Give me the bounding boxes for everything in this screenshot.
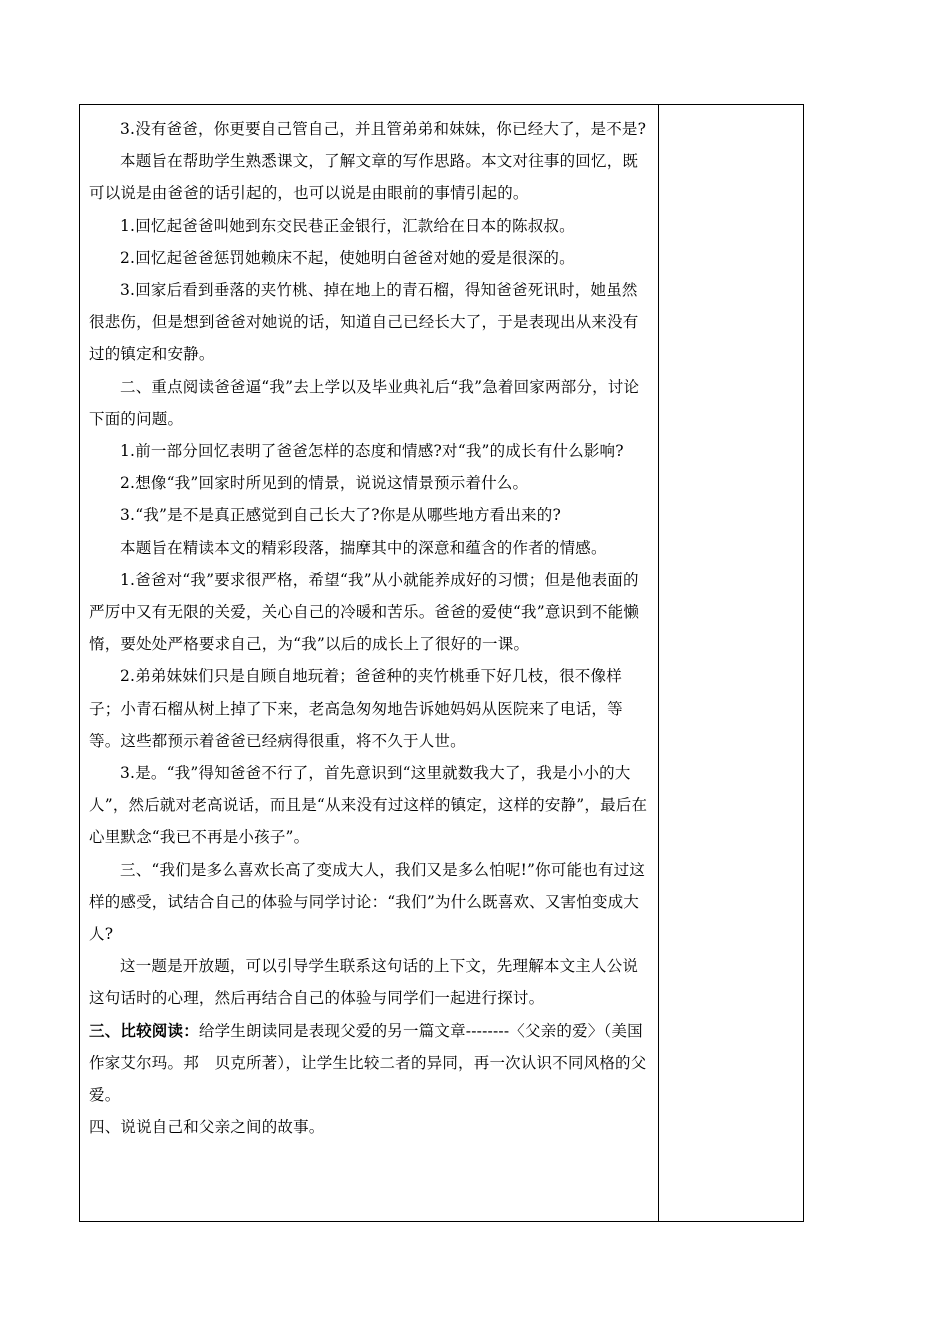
paragraph: 这一题是开放题，可以引导学生联系这句话的上下文，先理解本文主人公说这句话时的心理，然后再结合自己的体验与同学们一起进行探讨。 — [89, 957, 639, 1008]
paragraph-comparative-reading — [89, 1015, 650, 1112]
paragraph: 3.是。“我”得知爸爸不行了，首先意识到“这里就数我大了，我是小小的大人”，然后就对老高说话，而且是“从来没有过这样的镇定，这样的安静”，最后在心里默念“我已不再是小孩子”。 — [89, 764, 648, 847]
paragraph: 2.想像“我”回家时所见到的情景，说说这情景预示着什么。 — [120, 474, 529, 493]
paragraph: 2.回忆起爸爸惩罚她赖床不起，使她明白爸爸对她的爱是很深的。 — [120, 248, 575, 267]
notes-cell — [659, 105, 803, 1221]
paragraph: 1.前一部分回忆表明了爸爸怎样的态度和情感?对“我”的成长有什么影响? — [120, 442, 624, 461]
paragraph: 3.回家后看到垂落的夹竹桃、掉在地上的青石榴，得知爸爸死讯时，她虽然很悲伤，但是想到爸爸对她说的话，知道自己已经长大了，于是表现出从来没有过的镇定和安静。 — [89, 281, 639, 364]
paragraph: 1.回忆起爸爸叫她到东交民巷正金银行，汇款给在日本的陈叔叔。 — [120, 216, 575, 235]
lesson-table — [79, 104, 804, 1222]
section-heading: 三、比较阅读： — [89, 1020, 199, 1040]
paragraph-body: 给学生朗读同是表现父爱的另一篇文章--------〈父亲的爱〉（美国作家艾尔玛。邦 贝克所著），让学生比较二者的异同，再一次认识不同风格的父爱。 — [89, 1021, 647, 1105]
paragraph: 3.没有爸爸，你更要自己管自己，并且管弟弟和妹妹，你已经大了，是不是? — [120, 120, 647, 138]
paragraph: 四、说说自己和父亲之间的故事。 — [89, 1118, 325, 1137]
paragraph: 二、重点阅读爸爸逼“我”去上学以及毕业典礼后“我”急着回家两部分，讨论下面的问题。 — [89, 377, 640, 428]
paragraph: 3.“我”是不是真正感觉到自己长大了?你是从哪些地方看出来的? — [120, 506, 561, 525]
paragraph: 三、“我们是多么喜欢长高了变成大人，我们又是多么怕呢!”你可能也有过这样的感受，试结合自己的体验与同学讨论：“我们”为什么既喜欢、又害怕变成大人? — [89, 860, 646, 944]
paragraph: 2.弟弟妹妹们只是自顾自地玩着；爸爸种的夹竹桃垂下好几枝，很不像样子；小青石榴从树上掉了下来，老高急匆匆地告诉她妈妈从医院来了电话，等等。这些都预示着爸爸已经病得很重，将不久于人世。 — [89, 667, 623, 750]
paragraph: 本题旨在精读本文的精彩段落，揣摩其中的深意和蕴含的作者的情感。 — [120, 538, 607, 557]
paragraph: 1.爸爸对“我”要求很严格，希望“我”从小就能养成好的习惯；但是他表面的严厉中又有无限的关爱，关心自己的冷暖和苦乐。爸爸的爱使“我”意识到不能懒惰，要处处严格要求自己，为“我”以后的成长上了很好的一课。 — [89, 570, 640, 654]
paragraph: 本题旨在帮助学生熟悉课文，了解文章的写作思路。本文对往事的回忆，既可以说是由爸爸的话引起的，也可以说是由眼前的事情引起的。 — [89, 152, 639, 203]
main-cell — [89, 113, 650, 1144]
